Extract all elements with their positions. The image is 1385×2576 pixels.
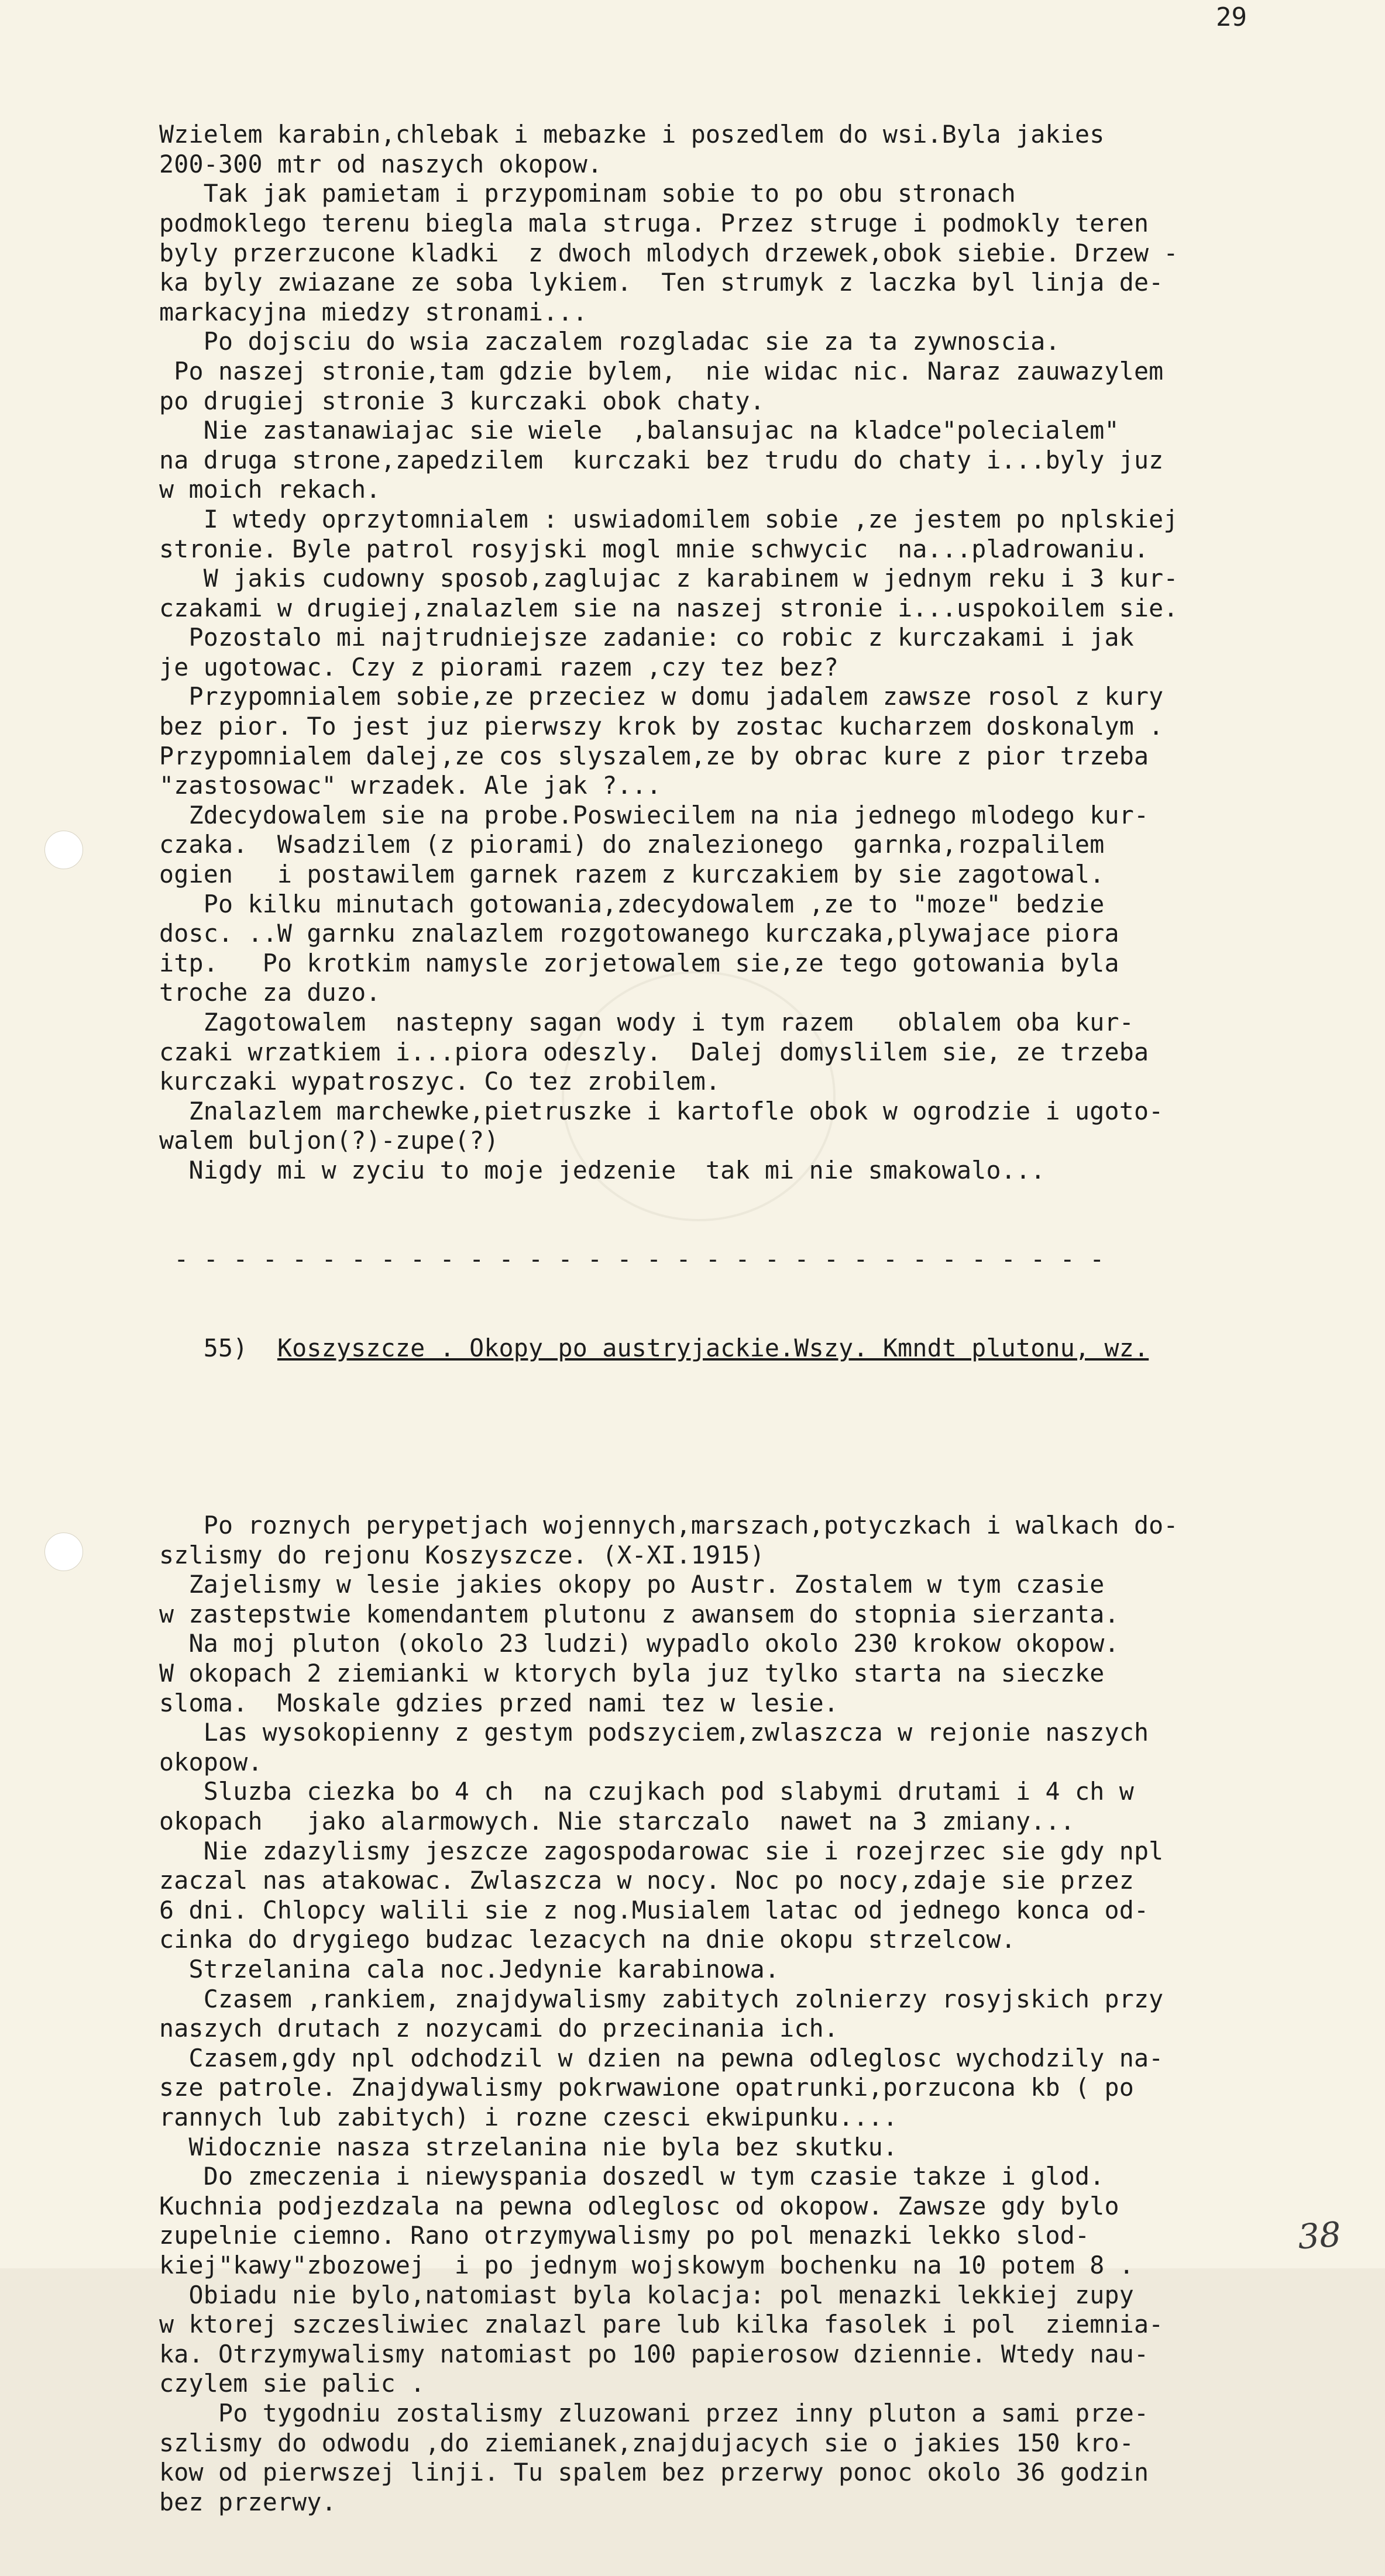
- typed-line: Przypomnialem sobie,ze przeciez w domu jadalem zawsze rosol z kury: [159, 682, 1164, 711]
- typed-line: w zastepstwie komendantem plutonu z awansem do stopnia sierzanta.: [159, 1599, 1119, 1628]
- typed-line: Nie zdazylismy jeszcze zagospodarowac sie i rozejrzec sie gdy npl: [159, 1836, 1164, 1865]
- section-heading: [159, 1334, 1376, 1363]
- section-number: 55): [159, 1333, 248, 1362]
- typed-line: W okopach 2 ziemianki w ktorych byla juz tylko starta na sieczke: [159, 1659, 1105, 1688]
- typed-line: szlismy do odwodu ,do ziemianek,znajdujacych sie o jakies 150 kro-: [159, 2428, 1134, 2457]
- typed-line: Tak jak pamietam i przypominam sobie to po obu stronach: [159, 179, 1016, 208]
- typed-line: "zastosowac" wrzadek. Ale jak ?...: [159, 771, 662, 800]
- typed-line: walem buljon(?)-zupe(?): [159, 1126, 499, 1155]
- page-number: 29: [1216, 2, 1247, 32]
- typed-line: Przypomnialem dalej,ze cos slyszalem,ze by obrac kure z pior trzeba: [159, 741, 1149, 770]
- typed-text-block: [159, 61, 1376, 2576]
- typed-line: Nigdy mi w zyciu to moje jedzenie tak mi nie smakowalo...: [159, 1155, 1046, 1184]
- typed-line: je ugotowac. Czy z piorami razem ,czy tez bez?: [159, 652, 839, 681]
- typed-line: ka byly zwiazane ze soba lykiem. Ten strumyk z laczka byl linja de-: [159, 268, 1164, 297]
- typed-line: okopow.: [159, 1747, 263, 1776]
- typed-line: Znalazlem marchewke,pietruszke i kartofle obok w ogrodzie i ugoto-: [159, 1096, 1164, 1125]
- typed-line: Obiadu nie bylo,natomiast byla kolacja: pol menazki lekkiej zupy: [159, 2280, 1134, 2309]
- typed-line: Do zmeczenia i niewyspania doszedl w tym czasie takze i glod.: [159, 2162, 1105, 2191]
- typed-line: ogien i postawilem garnek razem z kurczakiem by sie zagotowal.: [159, 860, 1105, 889]
- typed-line: troche za duzo.: [159, 978, 381, 1007]
- typed-line: Zagotowalem nastepny sagan wody i tym razem oblalem oba kur-: [159, 1008, 1134, 1036]
- typed-line: rannych lub zabitych) i rozne czesci ekwipunku....: [159, 2102, 898, 2131]
- typed-line: Po kilku minutach gotowania,zdecydowalem ,ze to "moze" bedzie: [159, 889, 1105, 918]
- typed-line: cinka do drygiego budzac lezacych na dnie okopu strzelcow.: [159, 1925, 1016, 1954]
- text-part-2: [159, 1511, 1376, 2517]
- section-title: Koszyszcze . Okopy po austryjackie.Wszy. Kmndt plutonu, wz.: [277, 1333, 1149, 1362]
- typed-line: Po roznych perypetjach wojennych,marszach,potyczkach i walkach do-: [159, 1511, 1178, 1540]
- typed-line: bez przerwy.: [159, 2487, 336, 2516]
- typed-line: Po naszej stronie,tam gdzie bylem, nie widac nic. Naraz zauwazylem: [159, 356, 1164, 385]
- typed-line: Las wysokopienny z gestym podszyciem,zwlaszcza w rejonie naszych: [159, 1718, 1149, 1747]
- typed-line: w ktorej szczesliwiec znalazl pare lub kilka fasolek i pol ziemnia-: [159, 2310, 1164, 2339]
- typed-line: stronie. Byle patrol rosyjski mogl mnie schwycic na...pladrowaniu.: [159, 534, 1149, 563]
- typed-line: w moich rekach.: [159, 475, 381, 504]
- typed-line: czaki wrzatkiem i...piora odeszly. Dalej domyslilem sie, ze trzeba: [159, 1037, 1149, 1066]
- typed-line: Widocznie nasza strzelanina nie byla bez skutku.: [159, 2132, 898, 2161]
- typed-line: bez pior. To jest juz pierwszy krok by zostac kucharzem doskonalym .: [159, 712, 1164, 741]
- typed-line: czaka. Wsadzilem (z piorami) do znalezionego garnka,rozpalilem: [159, 830, 1105, 859]
- blank-line: [159, 1422, 1376, 1452]
- typed-line: okopach jako alarmowych. Nie starczalo nawet na 3 zmiany...: [159, 1807, 1075, 1836]
- handwritten-page-number: 38: [1296, 2214, 1343, 2257]
- typed-line: 200-300 mtr od naszych okopow.: [159, 149, 603, 178]
- typed-line: szlismy do rejonu Koszyszcze. (X-XI.1915): [159, 1540, 765, 1569]
- typed-line: Kuchnia podjezdzala na pewna odleglosc od okopow. Zawsze gdy bylo: [159, 2191, 1119, 2220]
- typed-line: Po tygodniu zostalismy zluzowani przez inny pluton a sami prze-: [159, 2398, 1149, 2427]
- punch-hole-bottom: [44, 1532, 83, 1571]
- typed-line: 6 dni. Chlopcy walili sie z nog.Musialem latac od jednego konca od-: [159, 1895, 1149, 1924]
- dashed-separator: - - - - - - - - - - - - - - - - - - - - - - - - - - - - - - - -: [159, 1244, 1105, 1273]
- typed-line: Czasem,gdy npl odchodzil w dzien na pewna odleglosc wychodzily na-: [159, 2043, 1164, 2072]
- punch-hole-top: [44, 831, 83, 869]
- typed-line: po drugiej stronie 3 kurczaki obok chaty.: [159, 386, 765, 415]
- typed-line: Nie zastanawiajac sie wiele ,balansujac na kladce"polecialem": [159, 416, 1119, 445]
- typed-line: Czasem ,rankiem, znajdywalismy zabitych zolnierzy rosyjskich przy: [159, 1984, 1164, 2013]
- typed-line: Sluzba ciezka bo 4 ch na czujkach pod slabymi drutami i 4 ch w: [159, 1777, 1134, 1806]
- typed-line: podmoklego terenu biegla mala struga. Przez struge i podmokly teren: [159, 208, 1149, 237]
- typed-line: na druga strone,zapedzilem kurczaki bez trudu do chaty i...byly juz: [159, 445, 1164, 474]
- typed-line: sloma. Moskale gdzies przed nami tez w lesie.: [159, 1688, 839, 1717]
- typed-line: czakami w drugiej,znalazlem sie na naszej stronie i...uspokoilem sie.: [159, 593, 1178, 622]
- typed-line: Pozostalo mi najtrudniejsze zadanie: co robic z kurczakami i jak: [159, 623, 1134, 652]
- typed-line: Wzielem karabin,chlebak i mebazke i poszedlem do wsi.Byla jakies: [159, 120, 1105, 149]
- typed-line: kiej"kawy"zbozowej i po jednym wojskowym bochenku na 10 potem 8 .: [159, 2250, 1134, 2279]
- typed-line: itp. Po krotkim namysle zorjetowalem sie,ze tego gotowania byla: [159, 948, 1119, 977]
- typed-line: Na moj pluton (okolo 23 ludzi) wypadlo okolo 230 krokow okopow.: [159, 1629, 1119, 1658]
- typed-line: naszych drutach z nozycami do przecinania ich.: [159, 2014, 839, 2043]
- typed-line: zupelnie ciemno. Rano otrzymywalismy po pol menazki lekko slod-: [159, 2221, 1090, 2250]
- typed-line: markacyjna miedzy stronami...: [159, 297, 588, 326]
- typed-line: byly przerzucone kladki z dwoch mlodych drzewek,obok siebie. Drzew -: [159, 238, 1178, 267]
- typed-line: sze patrole. Znajdywalismy pokrwawione opatrunki,porzucona kb ( po: [159, 2073, 1134, 2102]
- typed-line: W jakis cudowny sposob,zaglujac z karabinem w jednym reku i 3 kur-: [159, 564, 1178, 593]
- typed-line: Zdecydowalem sie na probe.Poswiecilem na nia jednego mlodego kur-: [159, 800, 1149, 829]
- typed-line: dosc. ..W garnku znalazlem rozgotowanego kurczaka,plywajace piora: [159, 919, 1119, 948]
- typed-line: zaczal nas atakowac. Zwlaszcza w nocy. Noc po nocy,zdaje sie przez: [159, 1866, 1134, 1895]
- typed-line: Po dojsciu do wsia zaczalem rozgladac sie za ta zywnoscia.: [159, 327, 1060, 356]
- typed-line: I wtedy oprzytomnialem : uswiadomilem sobie ,ze jestem po nplskiej: [159, 504, 1178, 533]
- typed-line: Zajelismy w lesie jakies okopy po Austr. Zostalem w tym czasie: [159, 1570, 1105, 1599]
- typed-line: Strzelanina cala noc.Jedynie karabinowa.: [159, 1955, 780, 1983]
- text-part-1: [159, 120, 1376, 1185]
- typed-line: kow od pierwszej linji. Tu spalem bez przerwy ponoc okolo 36 godzin: [159, 2458, 1149, 2487]
- typed-line: czylem sie palic .: [159, 2369, 425, 2398]
- typed-line: ka. Otrzymywalismy natomiast po 100 papierosow dziennie. Wtedy nau-: [159, 2339, 1149, 2368]
- typed-line: kurczaki wypatroszyc. Co tez zrobilem.: [159, 1067, 721, 1096]
